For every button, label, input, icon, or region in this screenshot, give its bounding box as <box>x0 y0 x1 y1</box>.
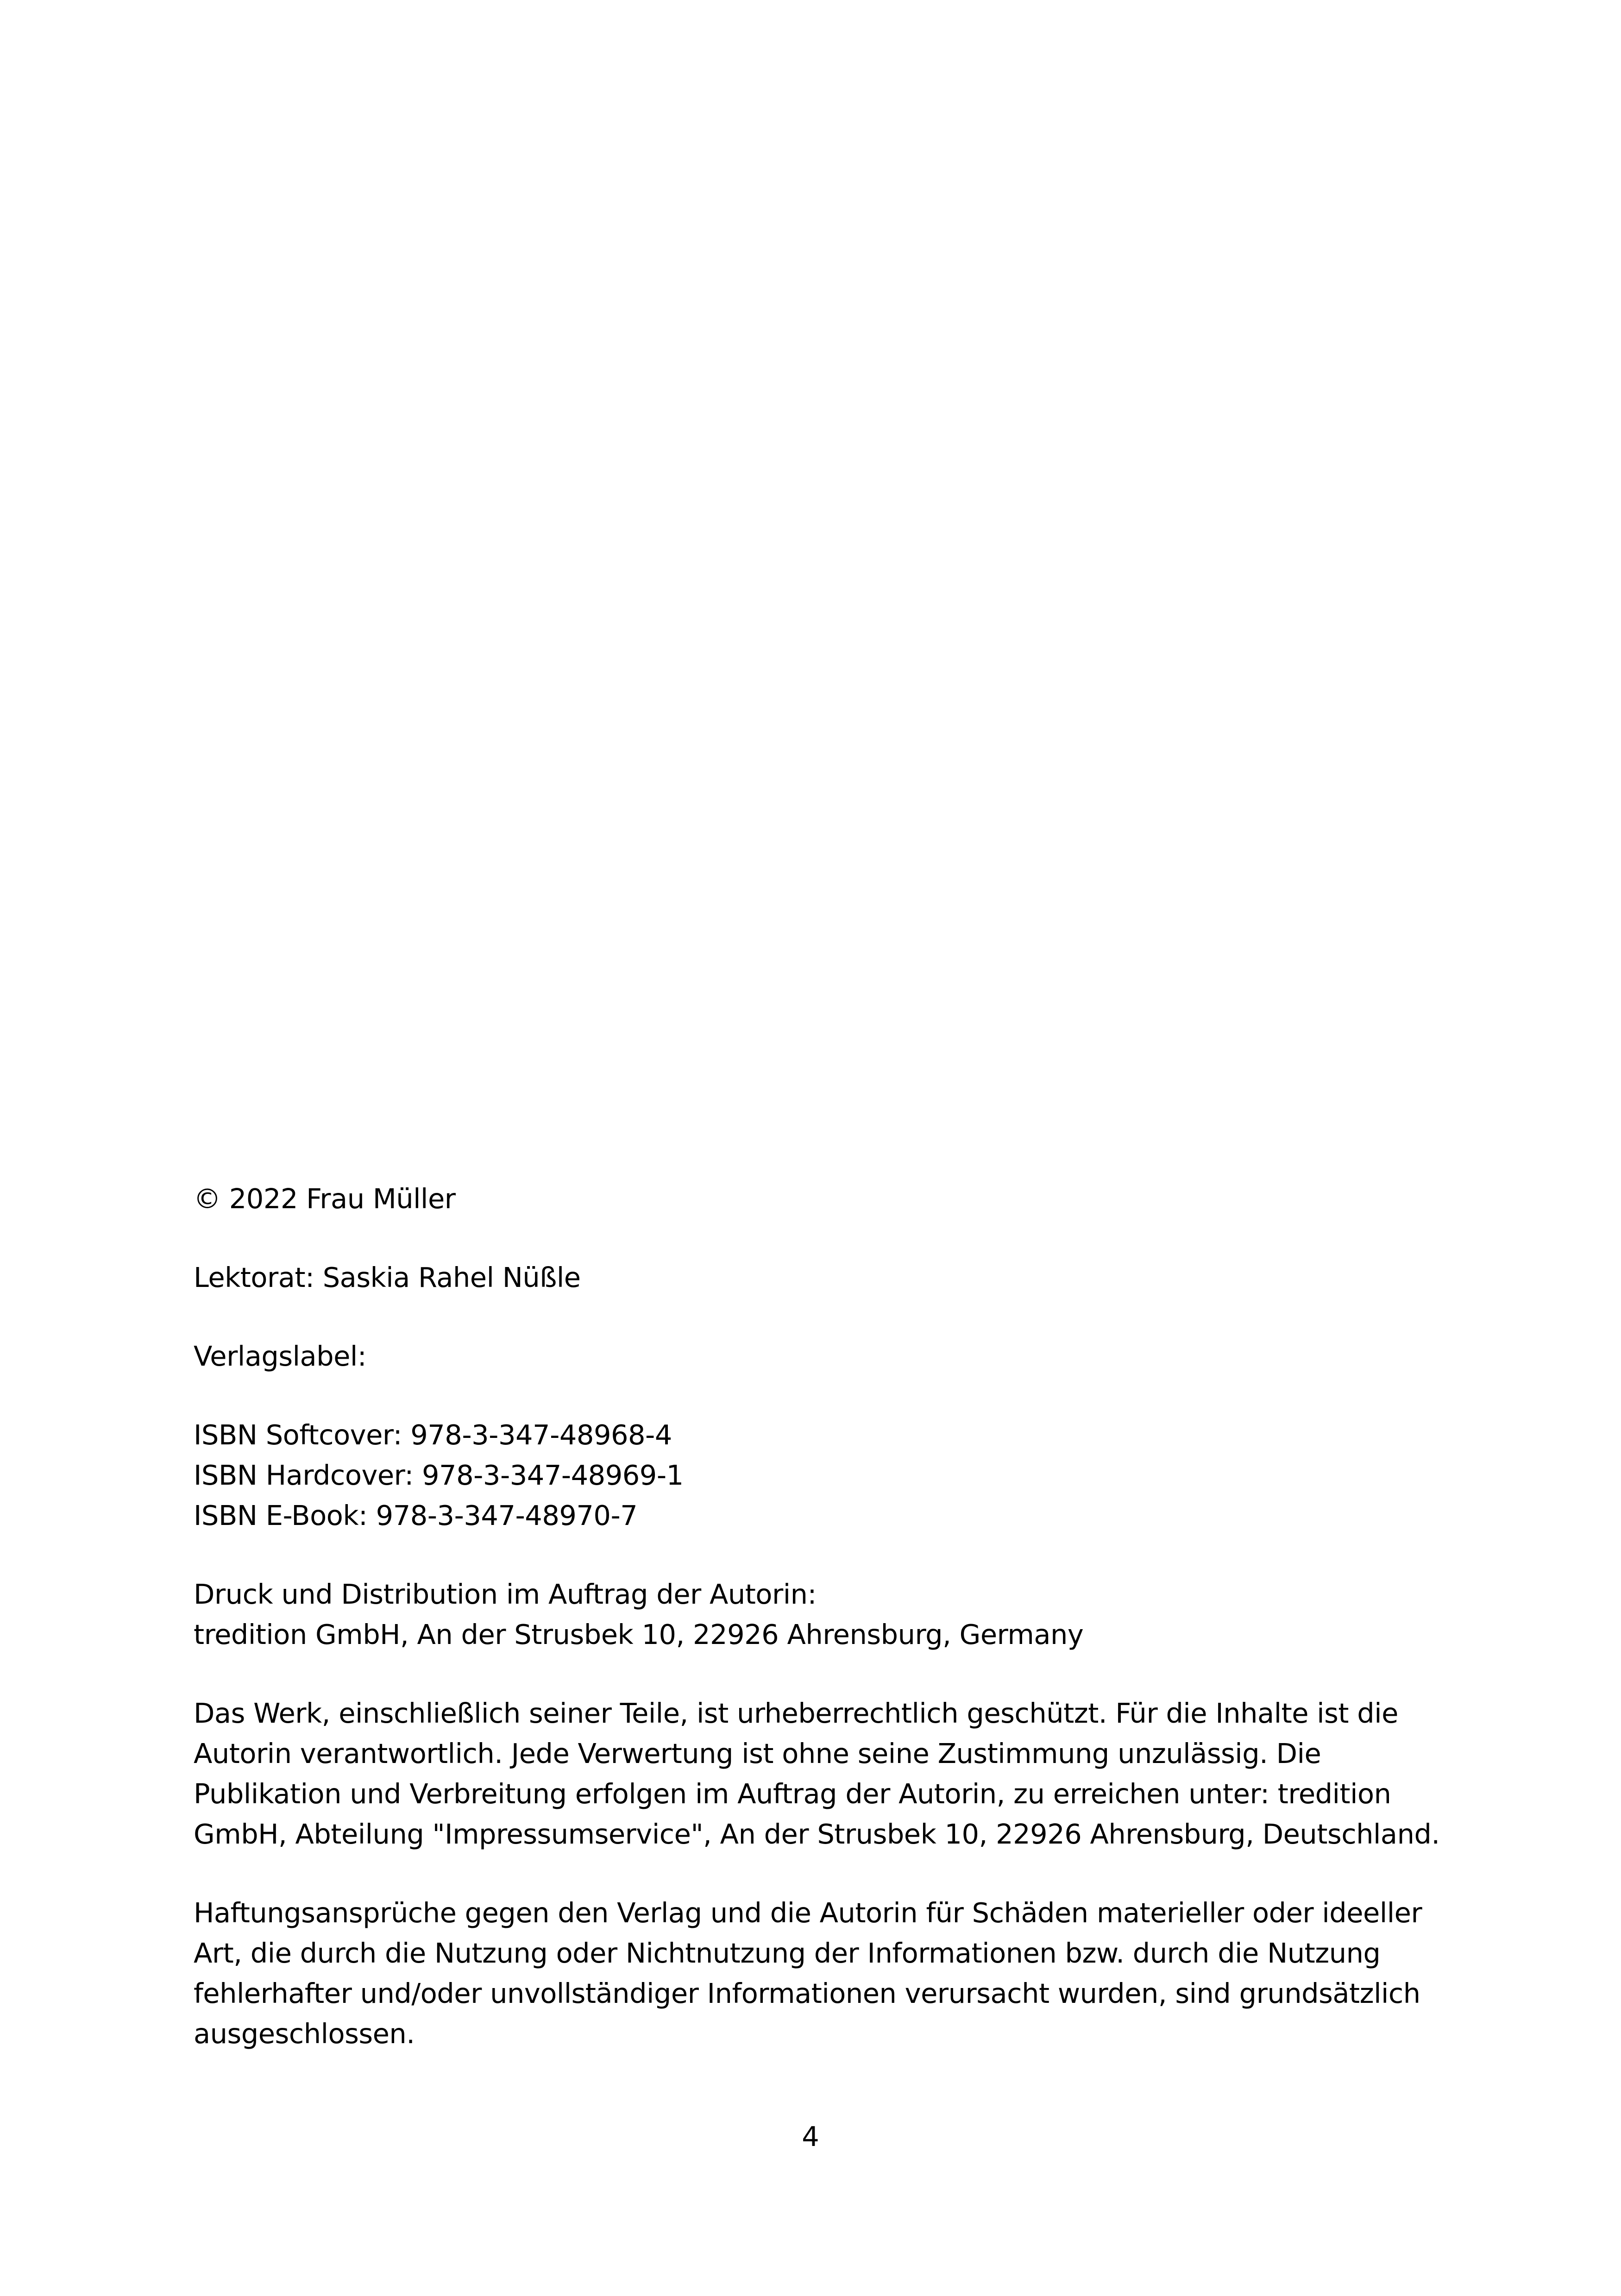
page-number: 4 <box>802 2120 819 2152</box>
rights-notice-paragraph <box>194 1693 1444 1854</box>
liability-notice-paragraph <box>194 1893 1444 2054</box>
copyright-line: © 2022 Frau Müller <box>194 1183 456 1215</box>
rights-notice-line: GmbH, Abteilung "Impressumservice", An der Strusbek 10, 22926 Ahrensburg, Deutschland. <box>194 1818 1440 1850</box>
liability-notice-line: fehlerhafter und/oder unvollständiger Informationen verursacht wurden, sind grundsätzlich <box>194 1977 1420 2009</box>
distribution-paragraph <box>194 1574 1444 1655</box>
distribution-line: Druck und Distribution im Auftrag der Autorin: <box>194 1578 817 1610</box>
publisher-label-line: Verlagslabel: <box>194 1340 367 1372</box>
isbn-list <box>194 1415 1444 1536</box>
editor-line: Lektorat: Saskia Rahel Nüßle <box>194 1261 581 1293</box>
liability-notice-line: Art, die durch die Nutzung oder Nichtnutzung der Informationen bzw. durch die Nutzung <box>194 1937 1381 1969</box>
imprint-block <box>194 1179 1444 2054</box>
liability-notice-line: Haftungsansprüche gegen den Verlag und die Autorin für Schäden materieller oder ideeller <box>194 1897 1422 1929</box>
isbn-hardcover: ISBN Hardcover: 978-3-347-48969-1 <box>194 1459 684 1491</box>
isbn-ebook: ISBN E-Book: 978-3-347-48970-7 <box>194 1499 638 1531</box>
rights-notice-line: Das Werk, einschließlich seiner Teile, ist urheberrechtlich geschützt. Für die Inhalte ist die <box>194 1697 1398 1729</box>
rights-notice-line: Publikation und Verbreitung erfolgen im Auftrag der Autorin, zu erreichen unter: tredition <box>194 1778 1391 1810</box>
liability-notice-line: ausgeschlossen. <box>194 2018 415 2050</box>
isbn-softcover: ISBN Softcover: 978-3-347-48968-4 <box>194 1419 672 1451</box>
rights-notice-line: Autorin verantwortlich. Jede Verwertung ist ohne seine Zustimmung unzulässig. Die <box>194 1738 1321 1769</box>
distribution-line: tredition GmbH, An der Strusbek 10, 22926 Ahrensburg, Germany <box>194 1618 1084 1650</box>
